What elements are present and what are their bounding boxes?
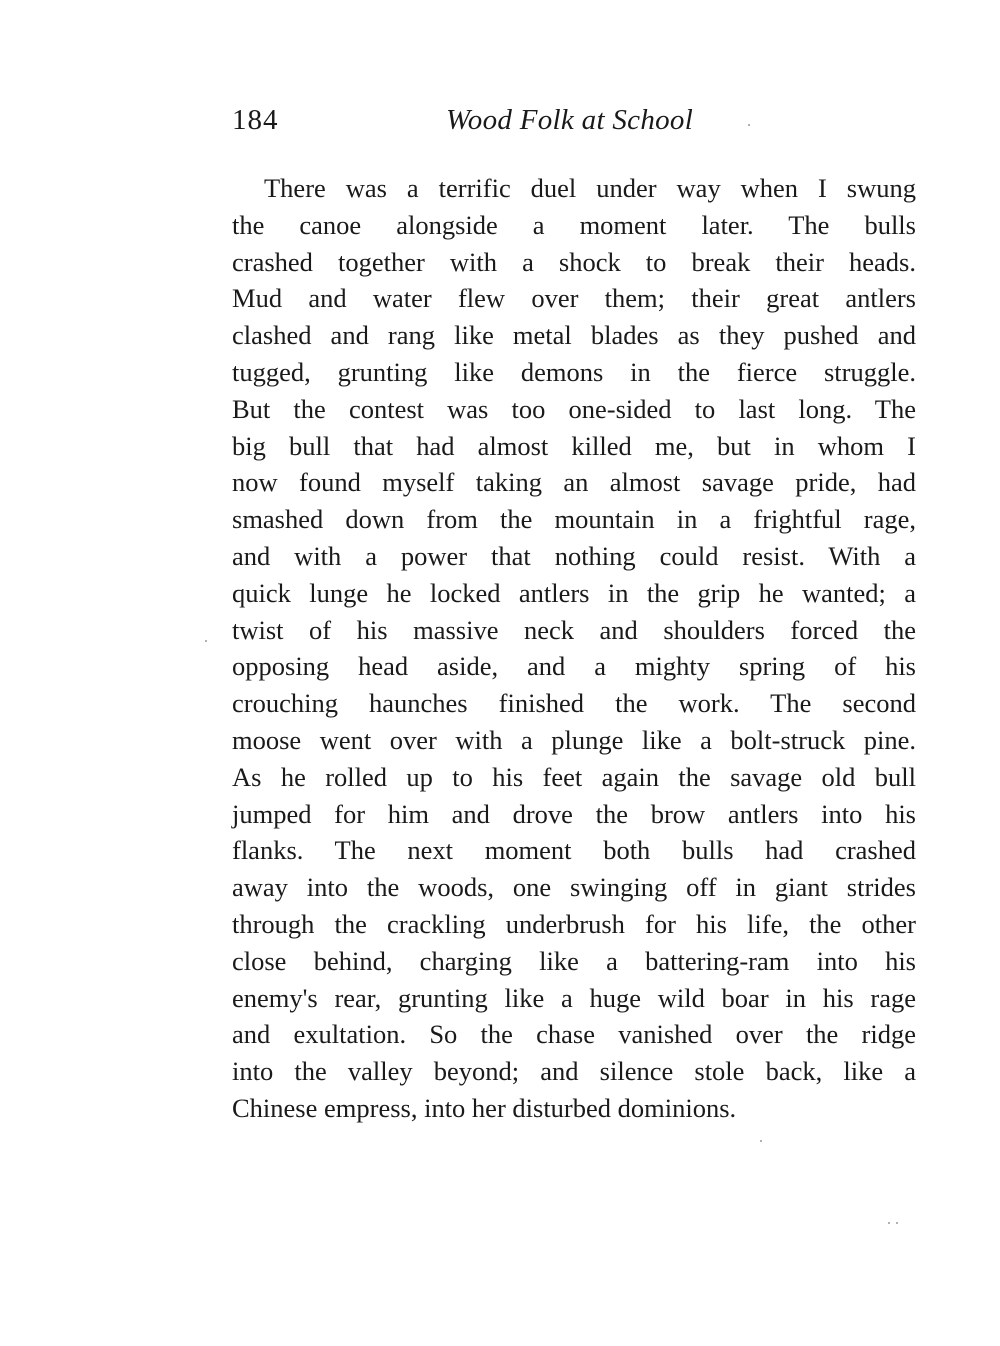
text-line: into the valley beyond; and silence stole back, like a xyxy=(232,1056,916,1087)
text-line: opposing head aside, and a mighty spring of his xyxy=(232,651,916,682)
text-line: enemy's rear, grunting like a huge wild boar in his rage xyxy=(232,982,916,1013)
text-line: tugged, grunting like demons in the fierce struggle. xyxy=(232,356,916,387)
text-line: moose went over with a plunge like a bolt-struck pine. xyxy=(232,724,916,755)
text-line: away into the woods, one swinging off in giant strides xyxy=(232,872,916,903)
text-line: big bull that had almost killed me, but in whom I xyxy=(232,430,916,461)
scan-speck xyxy=(205,640,207,642)
text-line: the canoe alongside a moment later. The bulls xyxy=(232,209,916,240)
text-line: crashed together with a shock to break their heads. xyxy=(232,246,916,277)
text-line: through the crackling underbrush for his life, the other xyxy=(232,908,916,939)
text-line: close behind, charging like a battering-ram into his xyxy=(232,945,916,976)
text-line: crouching haunches finished the work. The second xyxy=(232,688,916,719)
scan-speck xyxy=(896,1222,898,1224)
text-line: smashed down from the mountain in a frightful rage, xyxy=(232,504,916,535)
running-header xyxy=(232,104,712,144)
text-line: Mud and water flew over them; their great antlers xyxy=(232,283,916,314)
text-line: and with a power that nothing could resist. With a xyxy=(232,540,916,571)
scan-speck xyxy=(760,1140,762,1142)
text-line: clashed and rang like metal blades as they pushed and xyxy=(232,320,916,351)
scan-speck xyxy=(888,1222,890,1224)
text-line: Chinese empress, into her disturbed dominions. xyxy=(232,1092,737,1123)
body-paragraph xyxy=(232,170,916,1127)
page-number: 184 xyxy=(232,104,279,136)
text-line: jumped for him and drove the brow antlers into his xyxy=(232,798,916,829)
running-title: Wood Folk at School xyxy=(446,104,694,136)
text-line: As he rolled up to his feet again the savage old bull xyxy=(232,761,916,792)
scan-speck xyxy=(748,124,750,126)
text-line: now found myself taking an almost savage pride, had xyxy=(232,467,916,498)
text-line: But the contest was too one-sided to last long. The xyxy=(232,393,916,424)
text-line: quick lunge he locked antlers in the grip he wanted; a xyxy=(232,577,916,608)
text-line: There was a terrific duel under way when I swung xyxy=(264,173,916,203)
text-line: and exultation. So the chase vanished over the ridge xyxy=(232,1019,916,1050)
text-line: flanks. The next moment both bulls had crashed xyxy=(232,835,916,866)
text-line: twist of his massive neck and shoulders forced the xyxy=(232,614,916,645)
